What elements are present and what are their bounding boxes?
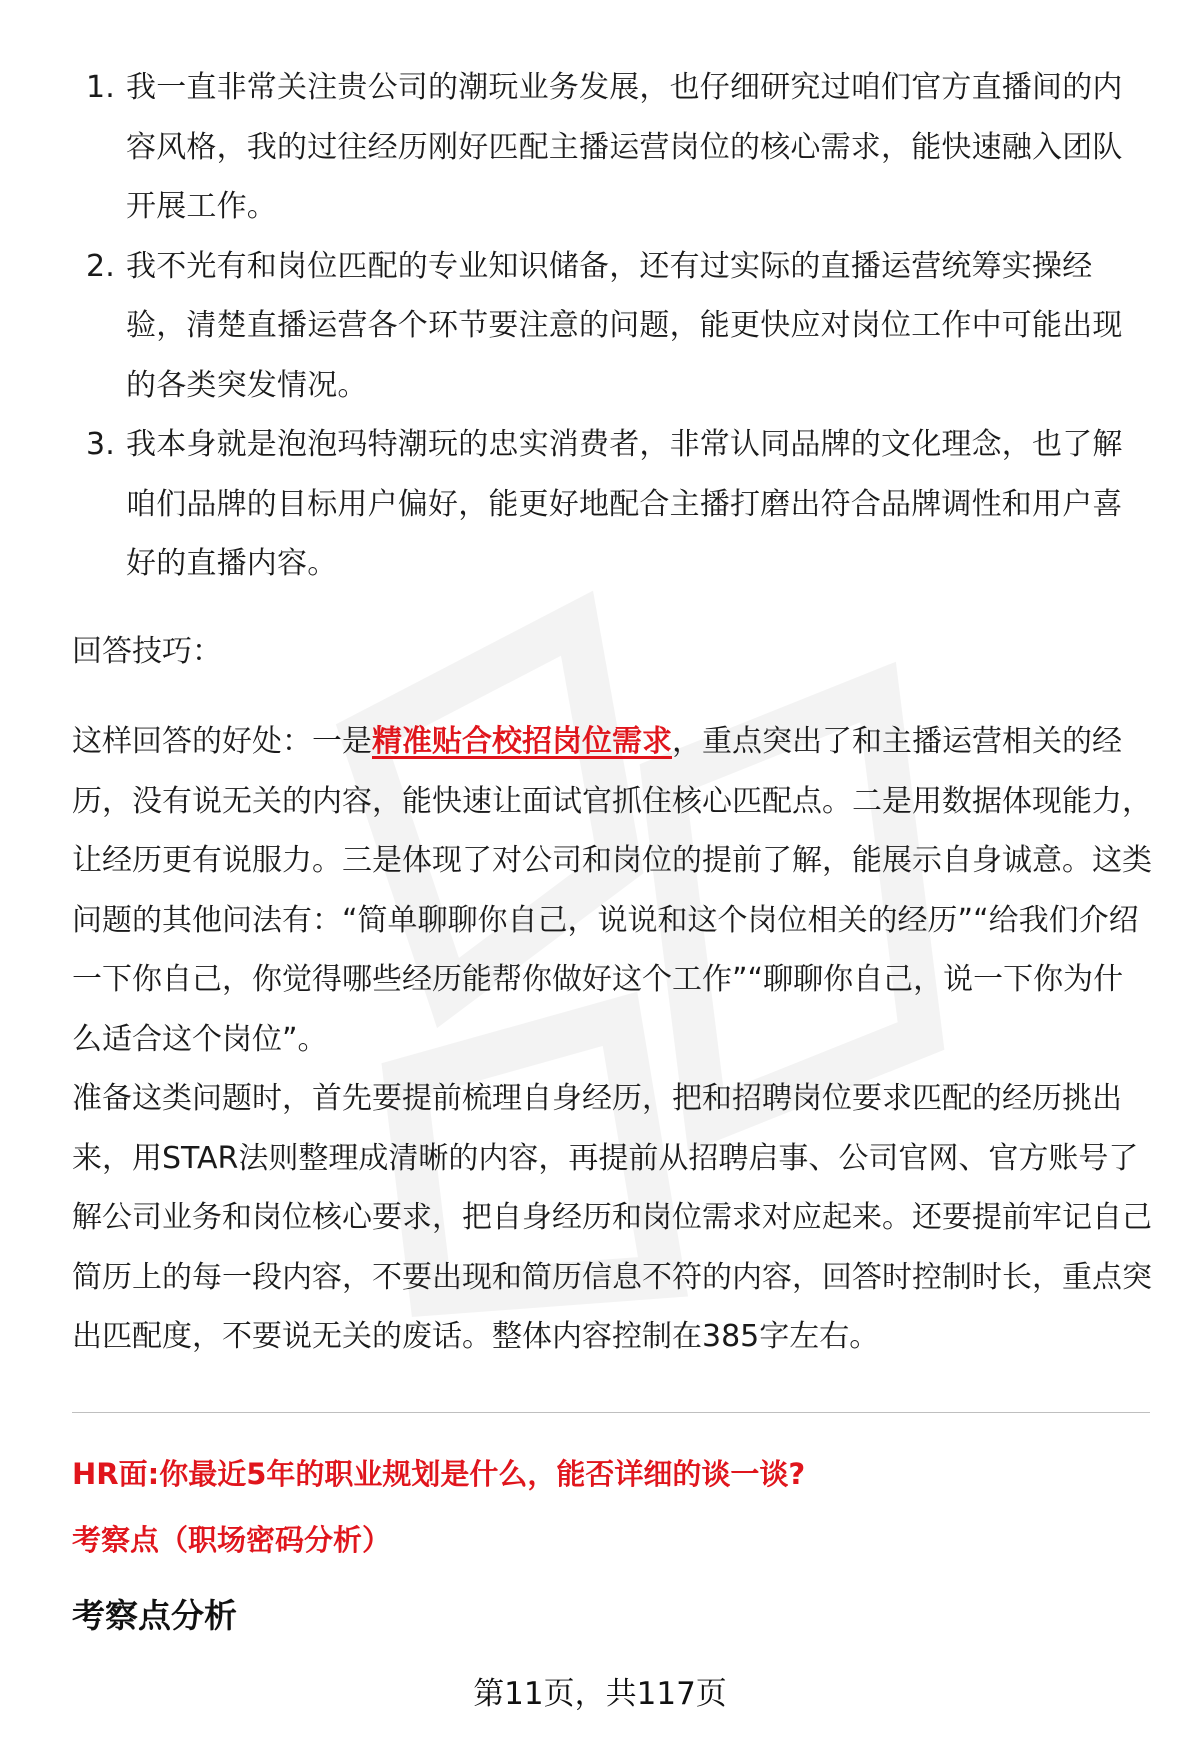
hr-question: HR面:你最近5年的职业规划是什么，能否详细的谈一谈? [72, 1457, 806, 1491]
benefits-text-pre: 这样回答的好处：一是 [72, 724, 372, 759]
list-item-number: 3. [86, 427, 116, 462]
list-item [72, 58, 1152, 237]
answer-list [72, 58, 1152, 594]
list-item-text: 我一直非常关注贵公司的潮玩业务发展，也仔细研究过咱们官方直播间的内容风格，我的过往经历刚好匹配主播运营岗位的核心需求，能快速融入团队开展工作。 [126, 70, 1123, 224]
list-item-number: 1. [86, 70, 116, 105]
list-item-number: 2. [86, 248, 116, 284]
benefits-paragraph [72, 712, 1152, 1069]
preparation-paragraph: 准备这类问题时，首先要提前梳理自身经历，把和招聘岗位要求匹配的经历挑出来，用STAR法则整理成清晰的内容，再提前从招聘启事、公司官网、官方账号了解公司业务和岗位核心要求，把自身经历和岗位需求对应起来。还要提前牢记自己简历上的每一段内容，不要出现和简历信息不符的内容，回答时控制时长，重点突出匹配度，不要说无关的废话。整体内容控制在385字左右。 [72, 1081, 1152, 1354]
tips-label: 回答技巧： [72, 634, 222, 669]
section-heading: 考察点分析 [72, 1596, 237, 1635]
page-footer: 第11页，共117页 [473, 1676, 727, 1712]
exam-point-title: 考察点（职场密码分析） [72, 1523, 392, 1557]
list-item [72, 237, 1152, 416]
benefits-text-post: ，重点突出了和主播运营相关的经历，没有说无关的内容，能快速让面试官抓住核心匹配点。二是用数据体现能力，让经历更有说服力。三是体现了对公司和岗位的提前了解，能展示自身诚意。这类问题的其他问法有：“简单聊聊你自己，说说和这个岗位相关的经历”“给我们介绍一下你自己，你觉得哪些经历能帮你做好这个工作”“聊聊你自己，说一下你为什么适合这个岗位”。 [72, 724, 1152, 1057]
list-item-text: 我不光有和岗位匹配的专业知识储备，还有过实际的直播运营统筹实操经验，清楚直播运营各个环节要注意的问题，能更快应对岗位工作中可能出现的各类突发情况。 [126, 248, 1123, 403]
section-divider [72, 1412, 1150, 1413]
highlight-text: 精准贴合校招岗位需求 [372, 724, 672, 759]
list-item-text: 我本身就是泡泡玛特潮玩的忠实消费者，非常认同品牌的文化理念，也了解咱们品牌的目标用户偏好，能更好地配合主播打磨出符合品牌调性和用户喜好的直播内容。 [126, 427, 1123, 581]
list-item [72, 415, 1152, 594]
